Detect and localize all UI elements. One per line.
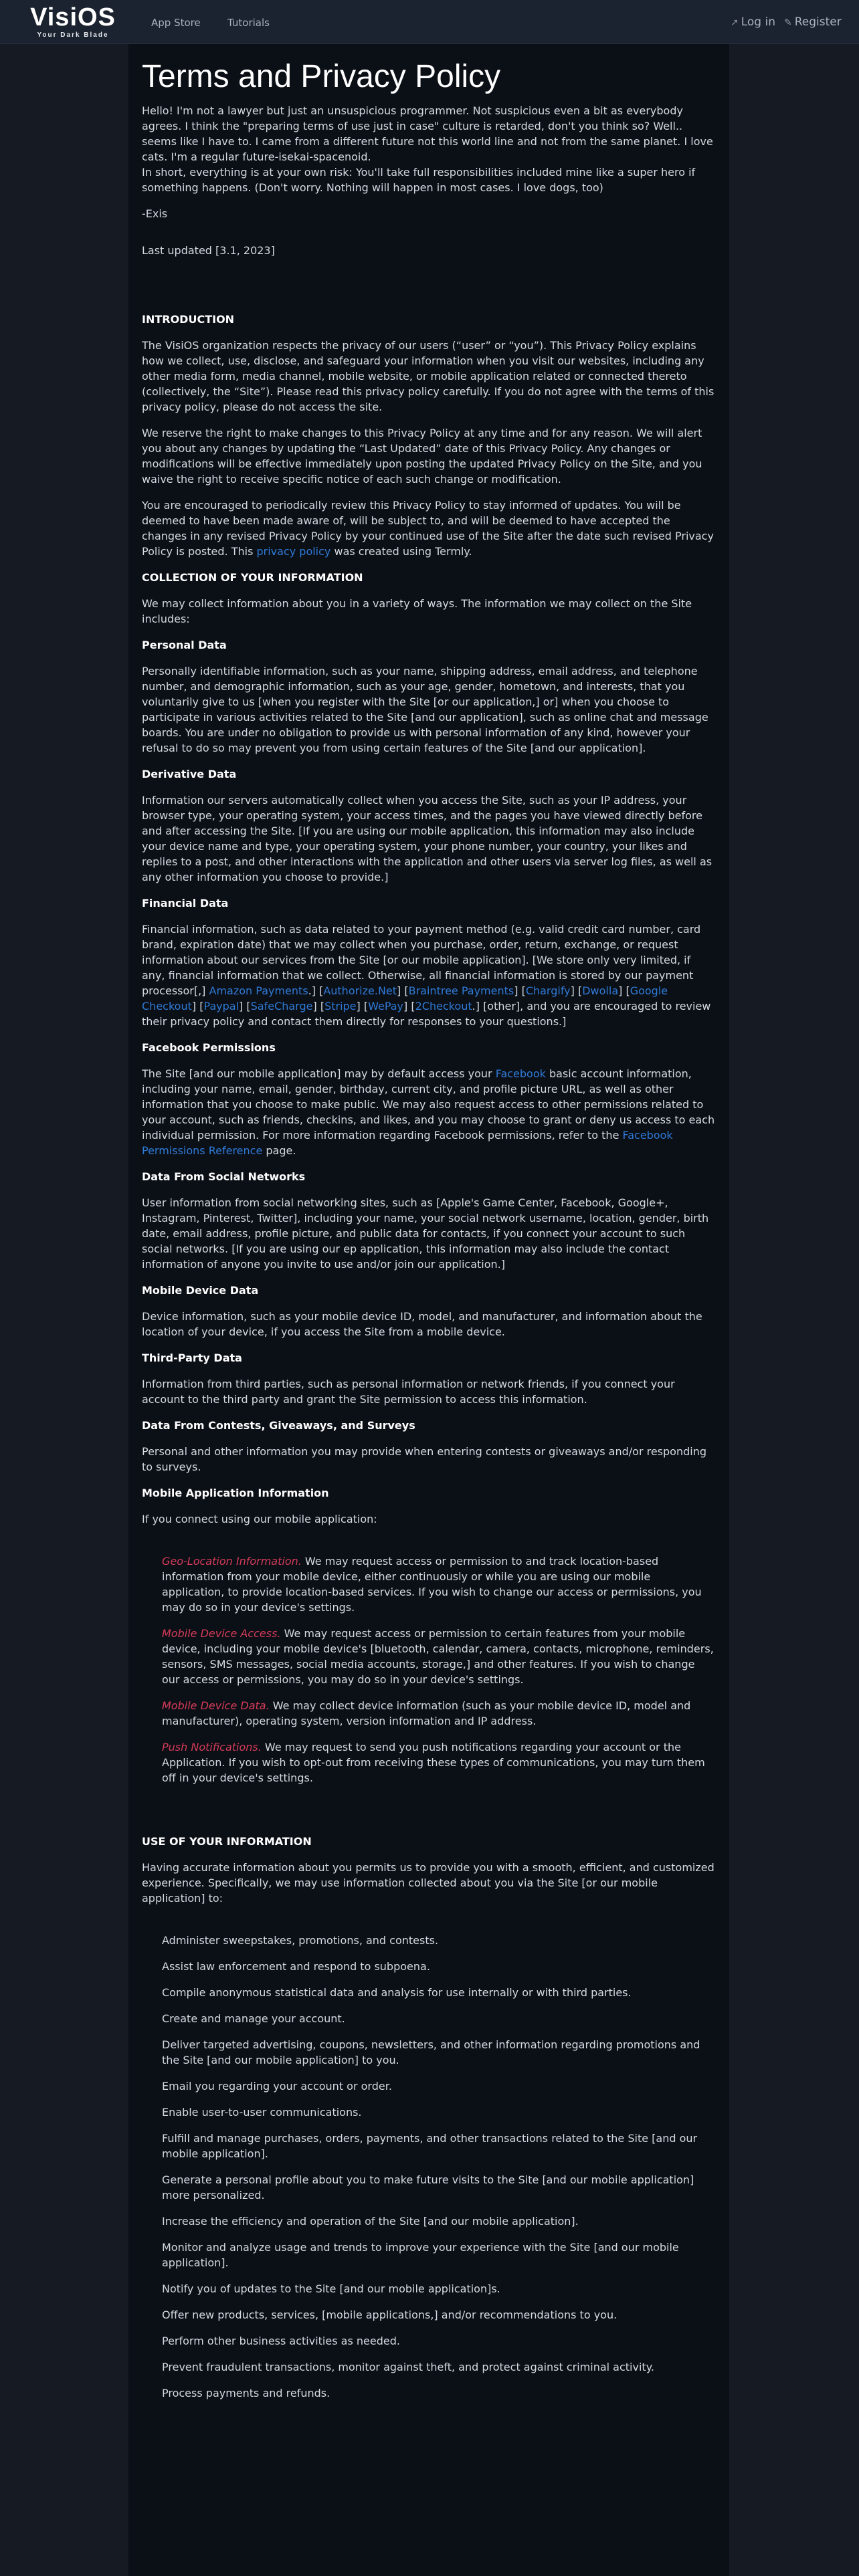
processor-link[interactable]: WePay	[368, 1000, 404, 1012]
third-party-data-heading: Third-Party Data	[142, 1352, 242, 1364]
use-list	[162, 1933, 716, 2401]
personal-data-text: Personally identifiable information, such as your name, shipping address, email address, and telephone number, and demographic information, such as your age, gender, hometown, and interests, that you voluntarily give to us [when you register with the Site [or our application,] or] when you choose to participate in various activities related to the Site [and our application], such as online chat and message boards. You are under no obligation to provide us with personal information of any kind, however your refusal to do so may prevent you from using certain features of the Site [and our application].	[142, 665, 708, 754]
brand-logo[interactable]	[29, 3, 116, 39]
nav-link-tutorials[interactable]: Tutorials	[227, 17, 270, 29]
list-item: Offer new products, services, [mobile applications,] and/or recommendations to you.	[162, 2309, 617, 2321]
list-item: Enable user-to-user communications.	[162, 2106, 362, 2119]
intro-paragraph-1: Hello! I'm not a lawyer but just an unsuspicious programmer. Not suspicious even a bit as everybody agrees. I think the "preparing terms of use just in case" culture is retarded, don't you think so? Well.. seems like I have to. I came from a different future not this world line and not from the same planet. I love cats. I'm a regular future-isekai-spacenoid.	[142, 104, 713, 163]
processor-link[interactable]: Amazon Payments	[209, 984, 308, 997]
use-heading: USE OF YOUR INFORMATION	[142, 1835, 312, 1848]
register-label: Register	[794, 15, 842, 29]
top-navbar	[0, 0, 859, 44]
third-party-data-text: Information from third parties, such as personal information or network friends, if you connect your account to the third party and grant the Site permission to access this information.	[142, 1378, 675, 1406]
contests-data-heading: Data From Contests, Giveaways, and Surveys	[142, 1419, 415, 1432]
mobile-device-data-text: Device information, such as your mobile device ID, model, and manufacturer, and information about the location of your device, if you access the Site from a mobile device.	[142, 1310, 702, 1338]
list-item: Monitor and analyze usage and trends to improve your experience with the Site [and our mobile application].	[162, 2241, 679, 2269]
list-item: Email you regarding your account or order.	[162, 2080, 392, 2092]
facebook-link[interactable]: Facebook	[495, 1067, 546, 1080]
processor-link[interactable]: Braintree Payments	[408, 984, 514, 997]
introduction-paragraph-1: The VisiOS organization respects the privacy of our users (“user” or “you”). This Privacy Policy explains how we collect, use, disclose, and safeguard your information when you visit our websites, including any other media form, media channel, mobile website, or mobile application related or connected thereto (collectively, the “Site”). Please read this privacy policy carefully. If you do not agree with the terms of this privacy policy, please do not access the site.	[142, 339, 714, 413]
list-item: Push Notifications. We may request to send you push notifications regarding your account or the Application. If you wish to opt-out from receiving these types of communications, you may turn them off in your device's settings.	[162, 1741, 705, 1784]
pencil-icon: ✎	[784, 17, 792, 28]
login-label: Log in	[741, 15, 775, 29]
collection-intro: We may collect information about you in a variety of ways. The information we may collect on the Site includes:	[142, 597, 692, 625]
social-networks-heading: Data From Social Networks	[142, 1170, 306, 1183]
list-item: Create and manage your account.	[162, 2012, 345, 2025]
list-item: Increase the efficiency and operation of the Site [and our mobile application].	[162, 2215, 579, 2228]
register-link[interactable]	[784, 15, 842, 30]
permission-term: Mobile Device Access.	[162, 1627, 281, 1640]
introduction-paragraph-2: We reserve the right to make changes to this Privacy Policy at any time and for any reason. We will alert you about any changes by updating the “Last Updated” date of this Privacy Policy. Any changes or modifications will be effective immediately upon posting the updated Privacy Policy on the Site, and you waive the right to receive specific notice of each such change or modification.	[142, 427, 702, 486]
personal-data-heading: Personal Data	[142, 639, 227, 651]
processor-link[interactable]: Paypal	[203, 1000, 240, 1012]
page-title: Terms and Privacy Policy	[142, 59, 501, 94]
contests-data-text: Personal and other information you may provide when entering contests or giveaways and/or responding to surveys.	[142, 1445, 706, 1473]
last-updated: Last updated [3.1, 2023]	[142, 244, 275, 257]
policy-content	[128, 44, 729, 2576]
permission-term: Geo-Location Information.	[162, 1555, 302, 1568]
list-item: Compile anonymous statistical data and analysis for use internally or with third parties.	[162, 1986, 632, 1999]
processor-link[interactable]: Authorize.Net	[323, 984, 397, 997]
processor-link[interactable]: SafeCharge	[250, 1000, 313, 1012]
brand-name: VisiOS	[30, 3, 116, 31]
mobile-permissions-list	[162, 1553, 716, 1786]
derivative-data-text: Information our servers automatically collect when you access the Site, such as your IP address, your browser type, your operating system, your access times, and the pages you have viewed directly before and after accessing the Site. [If you are using our mobile application, this information may also include your device name and type, your operating system, your phone number, your country, your likes and replies to a post, and other interactions with the application and other users via server log files, as well as any other information you choose to provide.]	[142, 794, 712, 883]
collection-heading: COLLECTION OF YOUR INFORMATION	[142, 571, 363, 584]
privacy-policy-link[interactable]: privacy policy	[256, 545, 331, 558]
signature: -Exis	[142, 207, 168, 220]
facebook-permissions-text: The Site [and our mobile application] may by default access your Facebook basic account information, including your name, email, gender, birthday, current city, and profile picture URL, as well as other information that you choose to make public. We may also request access to other permissions related to your account, such as friends, checkins, and likes, and you may choose to grant or deny us access to each individual permission. For more information regarding Facebook permissions, refer to the Facebook Permissions Reference page.	[142, 1067, 715, 1157]
permission-term: Push Notifications.	[162, 1741, 262, 1753]
mobile-device-data-heading: Mobile Device Data	[142, 1284, 259, 1297]
nav-link-app-store[interactable]: App Store	[151, 17, 201, 29]
list-item: Geo-Location Information. We may request access or permission to and track location-based information from your mobile device, either continuously or while you are using our mobile application, to provide location-based services. If you wish to change our access or permissions, you may do so in your device's settings.	[162, 1555, 702, 1614]
processor-link[interactable]: Chargify	[525, 984, 571, 997]
facebook-permissions-reference-link[interactable]: Facebook Permissions Reference	[142, 1129, 673, 1157]
list-item: Mobile Device Access. We may request access or permission to certain features from your mobile device, including your mobile device's [bluetooth, calendar, camera, contacts, microphone, reminders, sensors, SMS messages, social media accounts, storage,] and other features. If you wish to change our access or permissions, you may do so in your device's settings.	[162, 1627, 714, 1686]
list-item: Fulfill and manage purchases, orders, payments, and other transactions related to the Site [and our mobile application].	[162, 2132, 698, 2160]
list-item: Notify you of updates to the Site [and our mobile application]s.	[162, 2282, 500, 2295]
financial-data-text: Financial information, such as data related to your payment method (e.g. valid credit card number, card brand, expiration date) that we may collect when you purchase, order, return, exchange, or request information about our services from the Site [or our mobile application]. [We store only very limited, if any, financial information that we collect. Otherwise, all financial information is stored by our payment processor[,] Amazon Payments.] [Authorize.Net] [Braintree Payments] [Chargify] [Dwolla] [Google Checkout] [Paypal] [SafeCharge] [Stripe] [WePay] [2Checkout.] [other], and you are encouraged to review their privacy policy and contact them directly for responses to your questions.]	[142, 923, 711, 1028]
processor-link[interactable]: Dwolla	[582, 984, 619, 997]
intro-paragraph-2: In short, everything is at your own risk: You'll take full responsibilities included mine like a super hero if something happens. (Don't worry. Nothing will happen in most cases. I love dogs, too)	[142, 166, 696, 194]
introduction-heading: INTRODUCTION	[142, 313, 235, 326]
login-link[interactable]	[731, 15, 775, 30]
list-item: Administer sweepstakes, promotions, and contests.	[162, 1934, 439, 1947]
brand-tagline: Your Dark Blade	[37, 31, 109, 39]
financial-data-heading: Financial Data	[142, 897, 229, 909]
facebook-permissions-heading: Facebook Permissions	[142, 1041, 276, 1054]
mobile-app-info-heading: Mobile Application Information	[142, 1487, 329, 1499]
derivative-data-heading: Derivative Data	[142, 768, 237, 780]
use-intro: Having accurate information about you permits us to provide you with a smooth, efficient, and customized experience. Specifically, we may use information collected about you via the Site [or our mobile application] to:	[142, 1861, 714, 1905]
arrow-up-right-icon: ↗	[731, 17, 739, 28]
introduction-paragraph-3: You are encouraged to periodically review this Privacy Policy to stay informed of updates. You will be deemed to have been made aware of, will be subject to, and will be deemed to have accepted the changes in any revised Privacy Policy by your continued use of the Site after the date such revised Privacy Policy is posted. This privacy policy was created using Termly.	[142, 499, 714, 558]
processor-link[interactable]: 2Checkout	[415, 1000, 472, 1012]
list-item: Mobile Device Data. We may collect device information (such as your mobile device ID, model and manufacturer), operating system, version information and IP address.	[162, 1699, 691, 1727]
list-item: Perform other business activities as needed.	[162, 2335, 400, 2347]
list-item: Deliver targeted advertising, coupons, newsletters, and other information regarding promotions and the Site [and our mobile application] to you.	[162, 2038, 700, 2066]
list-item: Process payments and refunds.	[162, 2387, 330, 2399]
list-item: Assist law enforcement and respond to subpoena.	[162, 1960, 430, 1973]
list-item: Generate a personal profile about you to make future visits to the Site [and our mobile application] more personalized.	[162, 2173, 694, 2202]
processor-link[interactable]: Google Checkout	[142, 984, 668, 1012]
social-networks-text: User information from social networking sites, such as [Apple's Game Center, Facebook, Google+, Instagram, Pinterest, Twitter], including your name, your social network username, location, gender, birth date, email address, profile picture, and public data for contacts, if you connect your account to such social networks. [If you are using our ep application, this information may also include the contact information of anyone you invite to use and/or join our application.]	[142, 1196, 709, 1271]
mobile-app-info-intro: If you connect using our mobile application:	[142, 1513, 377, 1525]
processor-link[interactable]: Stripe	[324, 1000, 357, 1012]
permission-term: Mobile Device Data.	[162, 1699, 270, 1712]
list-item: Prevent fraudulent transactions, monitor against theft, and protect against criminal activity.	[162, 2361, 654, 2373]
